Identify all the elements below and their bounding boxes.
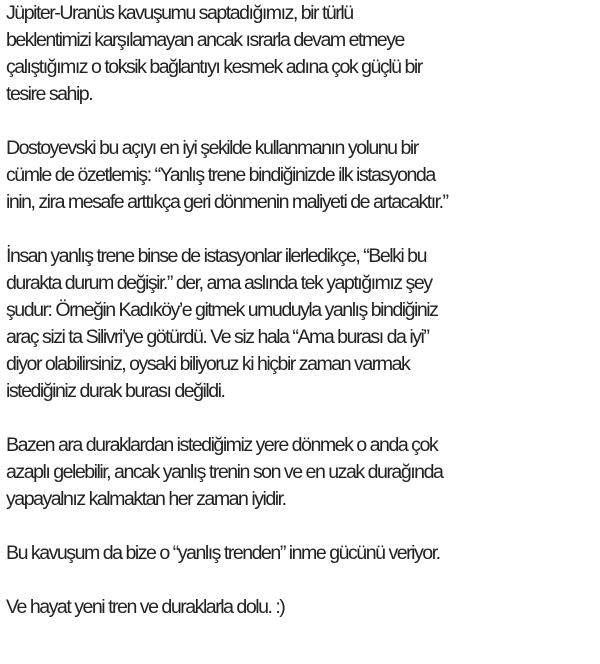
paragraph-5 xyxy=(6,540,596,567)
paragraph-6 xyxy=(6,594,596,621)
text-line: araç sizi ta Silivri’ye götürdü. Ve siz hala “Ama burası da iyi” xyxy=(6,326,429,348)
paragraph-spacer xyxy=(6,405,596,432)
text-line: inin, zira mesafe arttıkça geri dönmenin maliyeti de artacaktır.” xyxy=(6,191,448,213)
paragraph-1 xyxy=(6,0,596,108)
paragraph-spacer xyxy=(6,108,596,135)
text-line: Bazen ara duraklardan istediğimiz yere dönmek o anda çok xyxy=(6,434,438,456)
text-line: cümle de özetlemiş: “Yanlış trene bindiğinizde ilk istasyonda xyxy=(6,164,435,186)
text-line: Jüpiter-Uranüs kavuşumu saptadığımız, bir türlü xyxy=(6,2,353,24)
text-line: tesire sahip. xyxy=(6,83,93,105)
document-body xyxy=(6,0,596,621)
text-line: Dostoyevski bu açıyı en iyi şekilde kullanmanın yolunu bir xyxy=(6,137,418,159)
paragraph-2 xyxy=(6,135,596,216)
text-line: istediğiniz durak burası değildi. xyxy=(6,380,225,402)
paragraph-4 xyxy=(6,432,596,513)
text-line: yapayalnız kalmaktan her zaman iyidir. xyxy=(6,488,286,510)
text-line: şudur: Örneğin Kadıköy’e gitmek umuduyla yanlış bindiğiniz xyxy=(6,299,438,321)
text-line: beklentimizi karşılamayan ancak ısrarla devam etmeye xyxy=(6,29,404,51)
text-line: çalıştığımız o toksik bağlantıyı kesmek adına çok güçlü bir xyxy=(6,56,422,78)
paragraph-spacer xyxy=(6,216,596,243)
text-line: Bu kavuşum da bize o “yanlış trenden” inme gücünü veriyor. xyxy=(6,542,440,564)
text-line: Ve hayat yeni tren ve duraklarla dolu. :) xyxy=(6,596,285,618)
text-line: durakta durum değişir.” der, ama aslında tek yaptığımız şey xyxy=(6,272,432,294)
paragraph-spacer xyxy=(6,513,596,540)
paragraph-3 xyxy=(6,243,596,405)
paragraph-spacer xyxy=(6,567,596,594)
text-line: azaplı gelebilir, ancak yanlış trenin son ve en uzak durağında xyxy=(6,461,443,483)
text-line: İnsan yanlış trene binse de istasyonlar ilerledikçe, “Belki bu xyxy=(6,245,426,267)
text-line: diyor olabilirsiniz, oysaki biliyoruz ki hiçbir zaman varmak xyxy=(6,353,410,375)
